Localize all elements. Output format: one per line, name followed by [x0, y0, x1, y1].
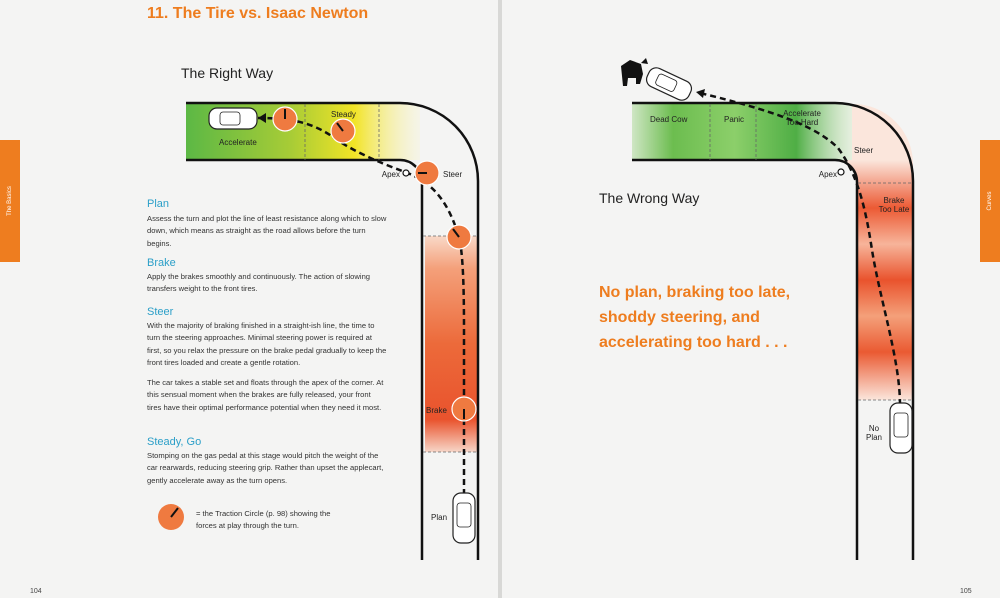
label-plan: Plan — [431, 513, 448, 522]
label-dead-cow: Dead Cow — [650, 115, 688, 124]
label-apex-right: Apex — [818, 170, 837, 179]
label-brake-too-late: Brake Too Late — [878, 196, 910, 214]
road-inner-edge-right — [632, 160, 857, 560]
section-text-steer-1: With the majority of braking finished in a straight-ish line, the time to turn the steering approaches. Minimal steering power is required at first, so you relax the pressure on the brake pedal gradually to keep the front tires loaded and create a gentle rotation. — [147, 321, 387, 367]
page-number-right: 105 — [960, 588, 972, 595]
apex-marker-right — [838, 169, 844, 175]
label-panic: Panic — [724, 115, 745, 124]
chapter-title: 11. The Tire vs. Isaac Newton — [147, 5, 369, 22]
car-crashed-icon — [644, 65, 694, 103]
label-accelerate-too-hard: Accelerate Too Hard — [783, 109, 821, 127]
label-apex: Apex — [381, 170, 400, 179]
section-text-plan: Assess the turn and plot the line of least resistance along which to slow down, which means as straight as the road allows before the turn begins. — [147, 214, 387, 248]
label-steady: Steady — [331, 110, 356, 119]
wrong-way-callout: No plan, braking too late, shoddy steering, and accelerating too hard . . . — [599, 284, 791, 351]
label-steer-right: Steer — [854, 146, 874, 155]
label-accelerate: Accelerate — [219, 138, 257, 147]
cow-icon — [621, 58, 648, 86]
section-text-steer-2: The car takes a stable set and floats through the apex of the corner. At this sensual moment when the brakes are fully released, your front tires have their optimal performance potential when they need it most. — [147, 378, 384, 412]
right-side-tab-label: Curves — [987, 191, 993, 211]
legend-text: = the Traction Circle (p. 98) showing the forces at play through the turn. — [196, 509, 331, 531]
section-text-brake: Apply the brakes smoothly and continuously. The action of slowing transfers weight to the front tires. — [147, 272, 371, 294]
left-side-tab-label: The Basics — [7, 186, 13, 216]
page-number-left: 104 — [30, 588, 42, 595]
section-heading-plan: Plan — [147, 198, 170, 210]
car-no-plan-icon — [890, 403, 912, 453]
wrong-driving-line-arrowhead — [696, 89, 705, 98]
label-no-plan: No Plan — [865, 424, 883, 442]
section-heading-brake: Brake — [147, 257, 176, 269]
section-text-steady-go: Stomping on the gas pedal at this stage would pitch the weight of the car rearwards, reducing steering grip. Rather than upset the applecart, gently accelerate away as the turn opens. — [147, 451, 384, 485]
label-brake: Brake — [426, 406, 447, 415]
label-steer: Steer — [443, 170, 463, 179]
panic-acceleration-zone — [632, 104, 862, 160]
wrong-way-heading: The Wrong Way — [599, 190, 700, 206]
section-heading-steer: Steer — [147, 306, 174, 318]
section-heading-steady-go: Steady, Go — [147, 436, 202, 448]
right-way-heading: The Right Way — [181, 65, 274, 81]
